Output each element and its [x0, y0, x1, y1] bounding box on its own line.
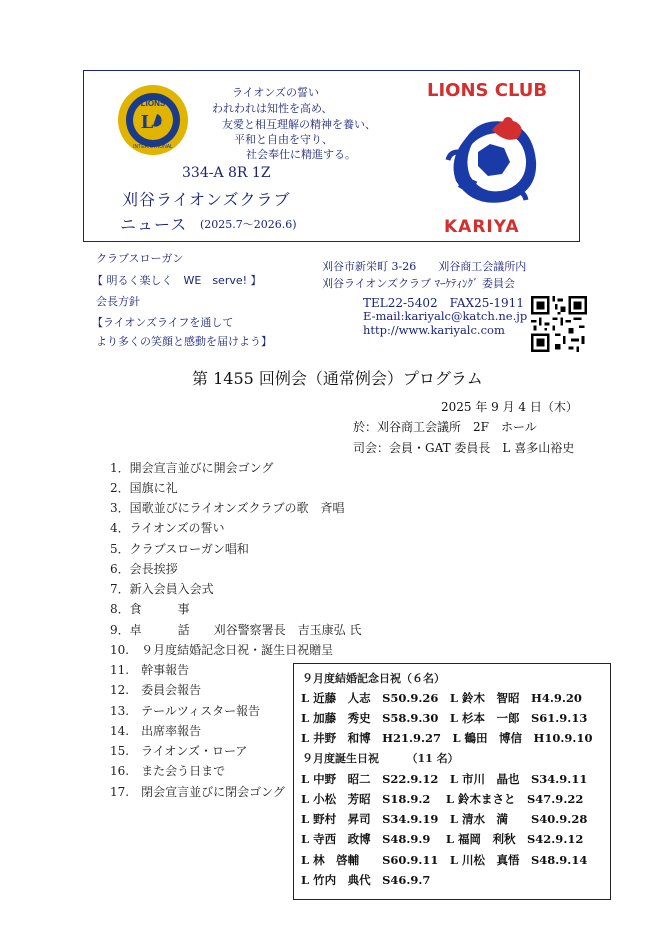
program-item: 12. 委員会報告	[110, 683, 202, 697]
program-item: 17. 閉会宣言並びに閉会ゴング	[110, 785, 285, 799]
logo-international-text: INTERNATIONAL	[133, 144, 173, 150]
program-item: 3．国歌並びにライオンズクラブの歌 斉唱	[110, 501, 345, 515]
celebration-row: L 寺西 政博 S48.9.9 L 福岡 利秋 S42.9.12	[301, 832, 584, 846]
lions-international-logo	[117, 84, 189, 156]
club-name: 刈谷ライオンズクラブ	[122, 190, 291, 209]
lions-club-heading: LIONS CLUB	[427, 80, 548, 101]
oath-line: 社会奉仕に精進する。	[246, 148, 356, 161]
oath-line: 平和と自由を守り、	[234, 133, 333, 146]
wedding-anniversary-title: ９月度結婚記念日祝（６名）	[302, 672, 445, 685]
slogan-text: 【 明るく楽しく WE serve! 】	[92, 274, 262, 287]
meeting-date: 2025 年 9 月 4 日（木）	[441, 400, 578, 414]
celebration-row: L 近藤 人志 S50.9.26 L 鈴木 智昭 H4.9.20	[301, 691, 582, 705]
contact-committee: 刈谷ライオンズクラブ ﾏｰｹﾃｨﾝｸﾞ 委員会	[322, 277, 516, 290]
celebration-row: L 竹内 典代 S46.9.7	[301, 873, 431, 887]
qr-code-icon[interactable]	[531, 296, 587, 352]
policy-line: 【ライオンズライフを通して	[92, 316, 234, 329]
meeting-host: 司会：会員・GAT 委員長 L 喜多山裕史	[353, 441, 575, 455]
program-item: 7．新入会員入会式	[110, 582, 214, 596]
kariya-tortoise-emblem-icon	[438, 108, 548, 208]
contact-email[interactable]: E-mail:kariyalc@katch.ne.jp	[363, 309, 528, 323]
contact-url[interactable]: http://www.kariyalc.com	[363, 323, 505, 337]
celebration-row: L 野村 昇司 S34.9.19 L 清水 満 S40.9.28	[301, 812, 588, 826]
news-period: (2025.7〜2026.6)	[200, 218, 297, 231]
logo-lions-text: LIONS	[140, 99, 166, 108]
policy-line: より多くの笑顔と感動を届けよう】	[96, 335, 272, 348]
contact-address: 刈谷市新栄町 3-26 刈谷商工会議所内	[322, 260, 527, 273]
program-title: 第 1455 回例会（通常例会）プログラム	[192, 369, 483, 388]
celebration-row: L 林 啓輔 S60.9.11 L 川松 真悟 S48.9.14	[301, 853, 588, 867]
program-item: 16. また会う日まで	[110, 764, 226, 778]
program-item: 1．開会宣言並びに開会ゴング	[110, 461, 274, 475]
program-item: 10. ９月度結婚記念日祝・誕生日祝贈呈	[110, 643, 334, 657]
celebration-row: L 中野 昭二 S22.9.12 L 市川 晶也 S34.9.11	[301, 772, 588, 786]
contact-tel-fax: TEL22-5402 FAX25-1911	[363, 296, 524, 310]
celebration-row: L 小松 芳昭 S18.9.2 L 鈴木まさと S47.9.22	[301, 792, 584, 806]
program-item: 5．クラブスローガン唱和	[110, 542, 249, 556]
district-code: 334-A 8R 1Z	[182, 165, 271, 181]
program-item: 11. 幹事報告	[110, 663, 190, 677]
oath-line: 友愛と相互理解の精神を養い、	[222, 118, 376, 131]
news-title: ニュース	[120, 215, 188, 234]
program-item: 15. ライオンズ・ローア	[110, 744, 248, 758]
program-item: 9．卓 話 刈谷警察署長 吉玉康弘 氏	[110, 623, 362, 637]
program-item: 14. 出席率報告	[110, 724, 202, 738]
program-item: 13. テールツィスター報告	[110, 704, 261, 718]
slogan-label: クラブスローガン	[96, 252, 184, 265]
program-item: 8．食 事	[110, 602, 190, 616]
meeting-venue: 於：刈谷商工会議所 2F ホール	[353, 420, 537, 434]
program-item: 4．ライオンズの誓い	[110, 521, 225, 535]
celebration-row: L 加藤 秀史 S58.9.30 L 杉本 一郎 S61.9.13	[301, 711, 588, 725]
birthday-title: ９月度誕生日祝 （11 名）	[302, 752, 459, 765]
policy-label: 会長方針	[96, 295, 140, 308]
oath-title: ライオンズの誓い	[232, 86, 320, 99]
program-item: 2．国旗に礼	[110, 481, 178, 495]
svg-text:L: L	[140, 112, 154, 133]
oath-line: われわれは知性を高め、	[212, 102, 333, 115]
celebration-row: L 井野 和博 H21.9.27 L 鶴田 博信 H10.9.10	[301, 731, 593, 745]
program-item: 6．会長挨拶	[110, 562, 178, 576]
kariya-heading: KARIYA	[444, 217, 520, 237]
